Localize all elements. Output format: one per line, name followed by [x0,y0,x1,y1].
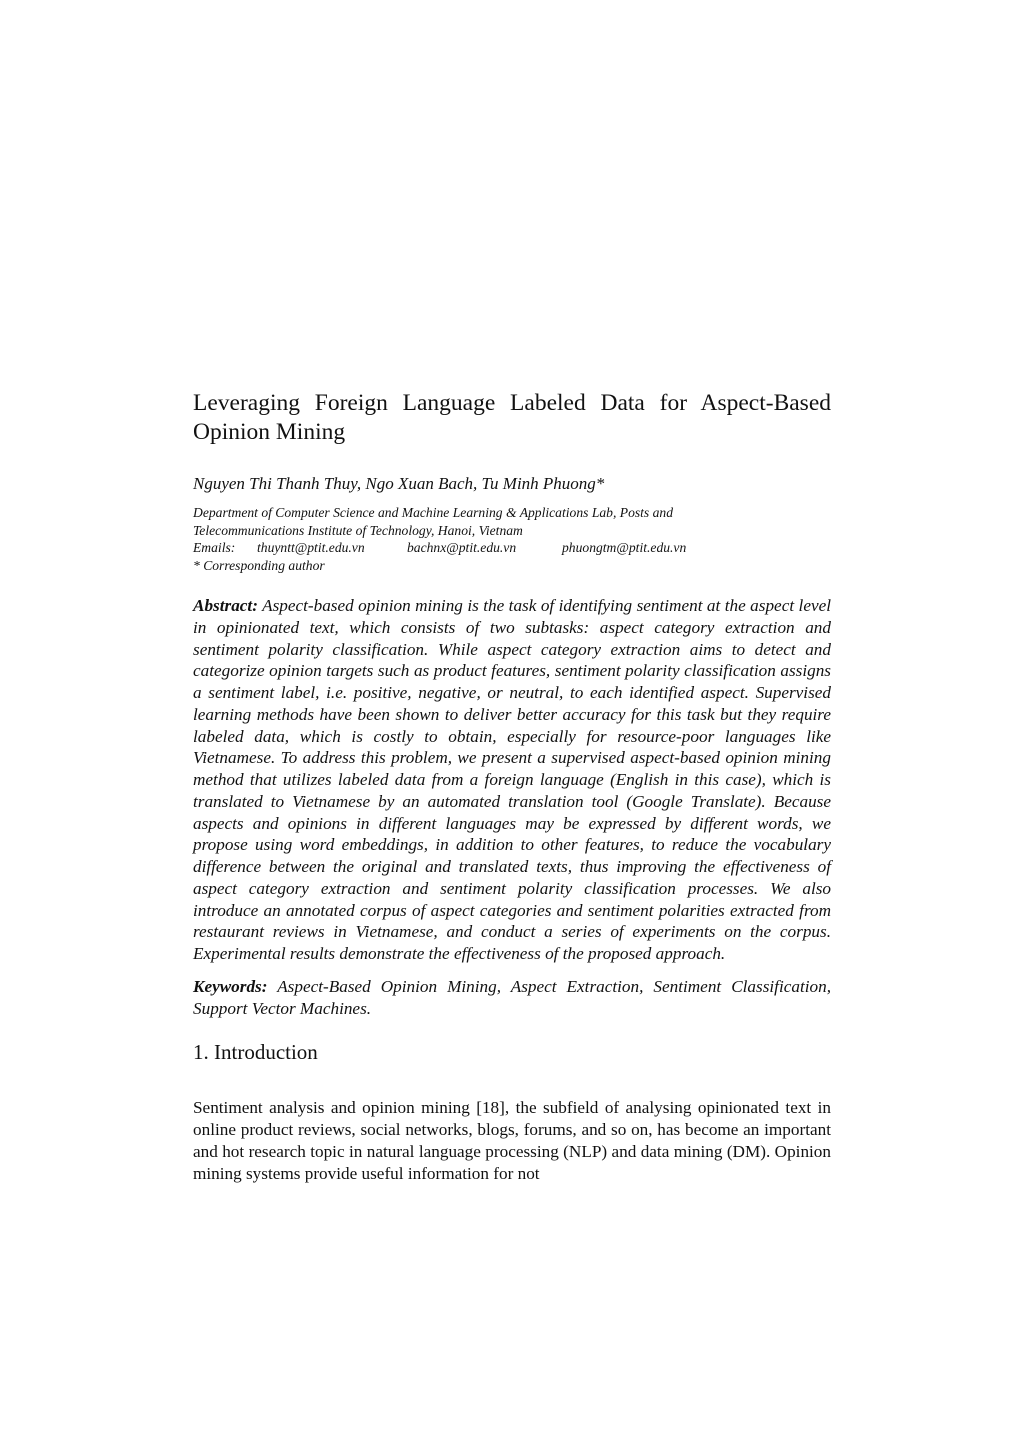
affiliation-block [193,504,831,574]
abstract [193,595,831,965]
keywords [193,976,831,1020]
paper-page [193,389,831,1184]
abstract-label: Abstract: [193,596,258,615]
affiliation-line-2: Telecommunications Institute of Technology, Hanoi, Vietnam [193,522,523,538]
email-phuong: phuongtm@ptit.edu.vn [562,540,687,555]
emails-label: Emails: [193,540,236,555]
section-heading-introduction: 1. Introduction [193,1040,318,1065]
abstract-text: Aspect-based opinion mining is the task of identifying sentiment at the aspect level in opinionated text, which consists of two subtasks: aspect category extraction and sentiment polarity classification. While aspect category extraction aims to detect and categorize opinion targets such as product features, sentiment polarity classification assigns a sentiment label, i.e. positive, negative, or neutral, to each identified aspect. Supervised learning methods have been shown to deliver better accuracy for this task but they require labeled data, which is costly to obtain, especially for resource-poor languages like Vietnamese. To address this problem, we present a supervised aspect-based opinion mining method that utilizes labeled data from a foreign language (English in this case), which is translated to Vietnamese by an automated translation tool (Google Translate). Because aspects and opinions in different languages may be expressed by different words, we propose using word embeddings, in addition to other features, to reduce the vocabulary difference between the original and translated texts, thus improving the effectiveness of aspect category extraction and sentiment polarity classification processes. We also introduce an annotated corpus of aspect categories and sentiment polarities extracted from restaurant reviews in Vietnamese, and conduct a series of experiments on the corpus. Experimental results demonstrate the effectiveness of the proposed approach. [193,596,831,963]
corresponding-author-note: * Corresponding author [193,557,325,573]
paper-title-line-2: Opinion Mining [193,419,346,445]
emails-row [193,539,831,557]
paper-title [193,389,831,447]
email-thuy: thuyntt@ptit.edu.vn [257,540,365,555]
paper-title-line-1: Leveraging Foreign Language Labeled Data for Aspect-Based [193,390,831,416]
email-bach: bachnx@ptit.edu.vn [407,540,517,555]
author-list: Nguyen Thi Thanh Thuy, Ngo Xuan Bach, Tu Minh Phuong* [193,474,605,493]
keywords-label: Keywords: [193,976,268,996]
keywords-text: Aspect-Based Opinion Mining, Aspect Extraction, Sentiment Classification, Support Vector Machines. [193,976,831,1018]
affiliation-line-1: Department of Computer Science and Machine Learning & Applications Lab, Posts and [193,505,674,520]
introduction-paragraph: Sentiment analysis and opinion mining [18], the subfield of analysing opinionated text in online product reviews, social networks, blogs, forums, and so on, has become an important and hot research topic in natural language processing (NLP) and data mining (DM). Opinion mining systems provide useful information for not [193,1098,831,1183]
